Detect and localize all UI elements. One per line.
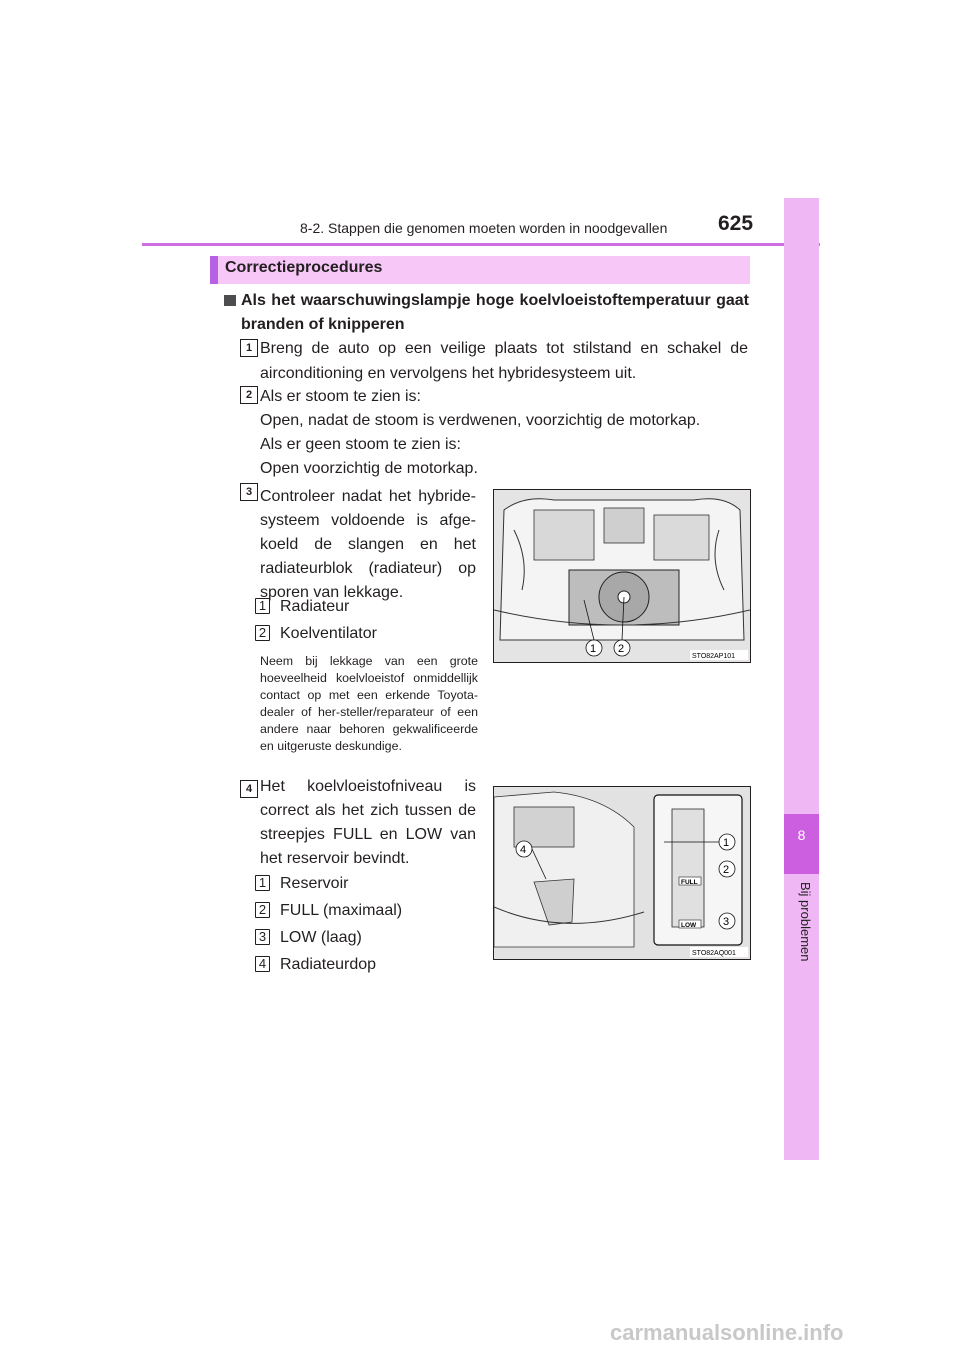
figure-code: STO82AP101 (692, 653, 736, 660)
figure-callout: 2 (723, 864, 730, 876)
step-number-box: 1 (240, 339, 258, 357)
header-rule (142, 243, 820, 246)
item-label: Radiateur (280, 598, 350, 615)
step-2-line-1: Als er stoom te zien is: (260, 388, 421, 405)
subsection-heading: Als het waarschuwingslampje hoge koelvloeistoftemperatuur gaat branden of knipperen (241, 292, 749, 333)
item-number: 4 (255, 956, 270, 972)
step-3-text: Controleer nadat het hybride-systeem voldoende is afge-koeld de slangen en het radiateurblok (radiateur) op sporen van lekkage. (260, 488, 476, 601)
section-title: 8-2. Stappen die genomen moeten worden in noodgevallen (300, 220, 668, 236)
item-number: 2 (255, 902, 270, 918)
step-1-text: Breng de auto op een veilige plaats tot stilstand en schakel de airconditioning en vervolgens het hybridesysteem uit. (260, 340, 748, 382)
engine-bay-figure (493, 489, 751, 663)
engine-bay-illustration (494, 490, 750, 662)
item-number: 2 (255, 625, 270, 641)
chapter-number: 8 (797, 827, 806, 843)
item-number: 1 (255, 875, 270, 891)
chapter-tab-marker (784, 814, 819, 874)
step-4-text: Het koelvloeistofniveau is correct als het zich tussen de streepjes FULL en LOW van het reservoir bevindt. (260, 778, 476, 867)
item-label: LOW (laag) (280, 929, 362, 946)
chapter-tab (784, 198, 819, 1160)
coolant-reservoir-illustration (494, 787, 750, 959)
bullet-square-icon (224, 295, 236, 306)
figure-callout: 4 (520, 844, 527, 856)
step-number-box: 4 (240, 780, 258, 798)
full-mark: FULL (681, 879, 698, 886)
watermark: carmanualsonline.info (610, 1320, 844, 1345)
chapter-label: Bij problemen (798, 882, 813, 962)
page-number: 625 (718, 212, 754, 235)
step-number-box: 2 (240, 386, 258, 404)
step-2-line-2: Open, nadat de stoom is verdwenen, voorzichtig de motorkap. (260, 412, 701, 429)
step-number-box: 3 (240, 483, 258, 501)
item-label: Reservoir (280, 875, 349, 892)
coolant-reservoir-figure (493, 786, 751, 960)
item-label: Koelventilator (280, 625, 377, 642)
page-title: Correctieprocedures (225, 259, 383, 276)
figure-callout: 2 (618, 643, 625, 655)
item-number: 1 (255, 598, 270, 614)
item-label: Radiateurdop (280, 956, 377, 973)
low-mark: LOW (681, 922, 697, 929)
title-accent (210, 256, 218, 284)
leak-note: Neem bij lekkage van een grote hoeveelheid koelvloeistof onmiddellijk contact op met een erkende Toyota-dealer of her-steller/reparateur of een andere naar behoren gekwalificeerde en uitgeruste deskundige. (260, 654, 478, 753)
step-2-line-3: Als er geen stoom te zien is: (260, 436, 461, 453)
figure-callout: 1 (590, 643, 597, 655)
figure-code: STO82AQ001 (692, 950, 736, 957)
step-2-line-4: Open voorzichtig de motorkap. (260, 460, 478, 477)
figure-callout: 3 (723, 916, 730, 928)
item-label: FULL (maximaal) (280, 902, 403, 919)
figure-callout: 1 (723, 837, 730, 849)
item-number: 3 (255, 929, 270, 945)
